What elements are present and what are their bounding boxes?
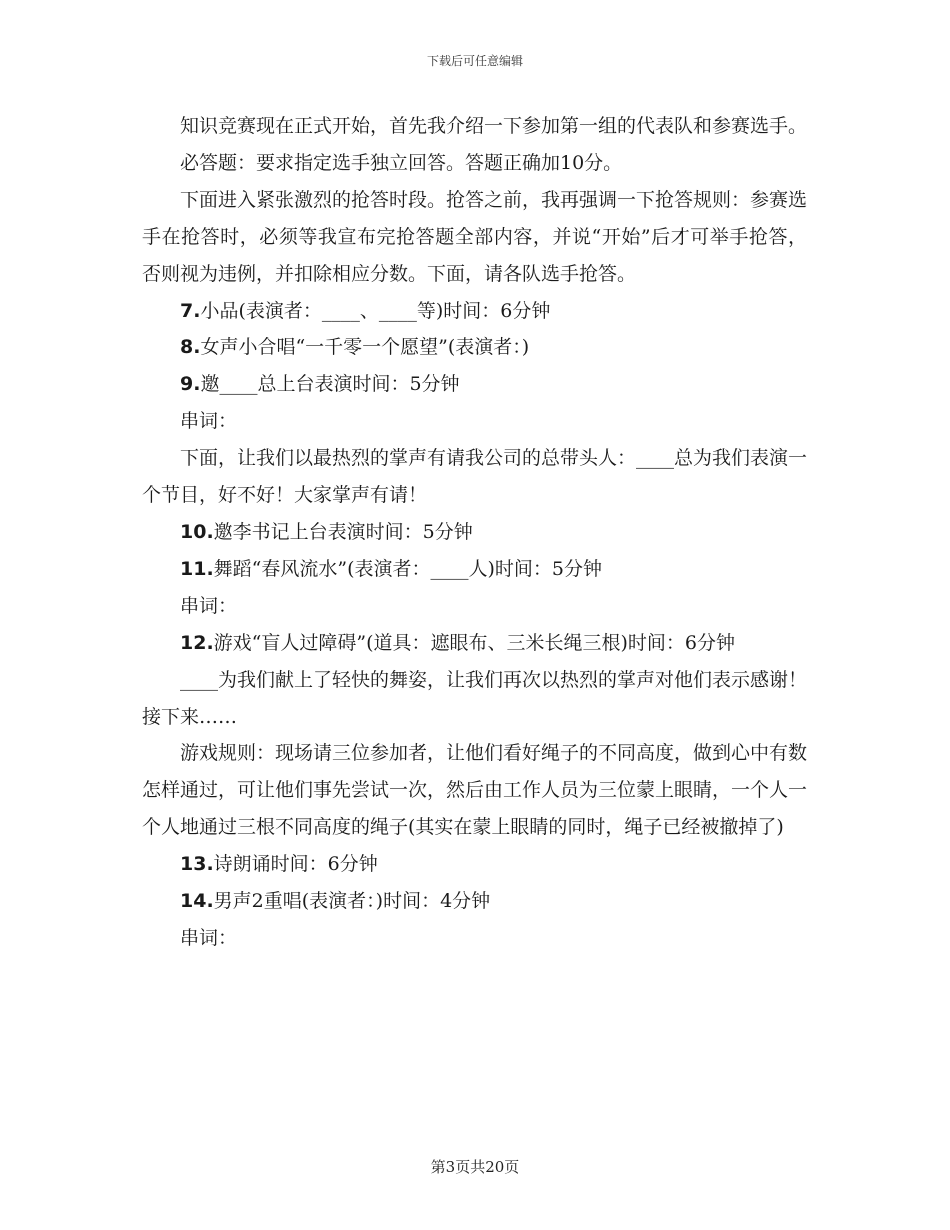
paragraph: 游戏规则：现场请三位参加者，让他们看好绳子的不同高度，做到心中有数怎样通过，可让他们事先尝试一次，然后由工作人员为三位蒙上眼睛，一个人一个人地通过三根不同高度的绳子(其实在蒙上眼睛的同时，绳子已经被撤掉了)	[142, 742, 808, 839]
program-item: 10.邀李书记上台表演时间：5分钟	[180, 520, 473, 543]
program-item: 9.邀____总上台表演时间：5分钟	[180, 373, 460, 396]
paragraph: 下面，让我们以最热烈的掌声有请我公司的总带头人：____总为我们表演一个节目，好不好！大家掌声有请！	[142, 447, 808, 507]
program-item: 12.游戏“盲人过障碍”(道具：遮眼布、三米长绳三根)时间：6分钟	[180, 631, 736, 654]
document-body	[142, 108, 807, 957]
page-header: 下载后可任意编辑	[426, 54, 523, 68]
paragraph: 串词：	[180, 410, 238, 433]
paragraph: 串词：	[180, 926, 238, 949]
item-number: 8.	[180, 336, 201, 359]
item-number: 9.	[180, 373, 201, 396]
program-item: 11.舞蹈“春风流水”(表演者：____人)时间：5分钟	[180, 557, 603, 580]
item-number: 12.	[180, 631, 214, 654]
item-number: 13.	[180, 853, 214, 876]
program-item: 14.男声2重唱(表演者：)时间：4分钟	[180, 890, 491, 913]
paragraph: 串词：	[180, 594, 238, 617]
paragraph: ____为我们献上了轻快的舞姿，让我们再次以热烈的掌声对他们表示感谢！接下来……	[142, 668, 808, 728]
item-number: 14.	[180, 890, 214, 913]
item-number: 10.	[180, 520, 214, 543]
item-number: 11.	[180, 557, 214, 580]
paragraph: 知识竞赛现在正式开始，首先我介绍一下参加第一组的代表队和参赛选手。	[180, 115, 808, 137]
program-item: 8.女声小合唱“一千零一个愿望”(表演者：)	[180, 336, 530, 359]
page-footer: 第3页共20页	[430, 1158, 520, 1176]
paragraph: 必答题：要求指定选手独立回答。答题正确加10分。	[180, 151, 623, 174]
program-item: 7.小品(表演者：____、____等)时间：6分钟	[180, 299, 551, 322]
item-number: 7.	[180, 299, 201, 322]
program-item: 13.诗朗诵时间：6分钟	[180, 853, 378, 876]
paragraph: 下面进入紧张激烈的抢答时段。抢答之前，我再强调一下抢答规则：参赛选手在抢答时，必须等我宣布完抢答题全部内容，并说“开始”后才可举手抢答，否则视为违例，并扣除相应分数。下面，请各队选手抢答。	[142, 188, 808, 285]
